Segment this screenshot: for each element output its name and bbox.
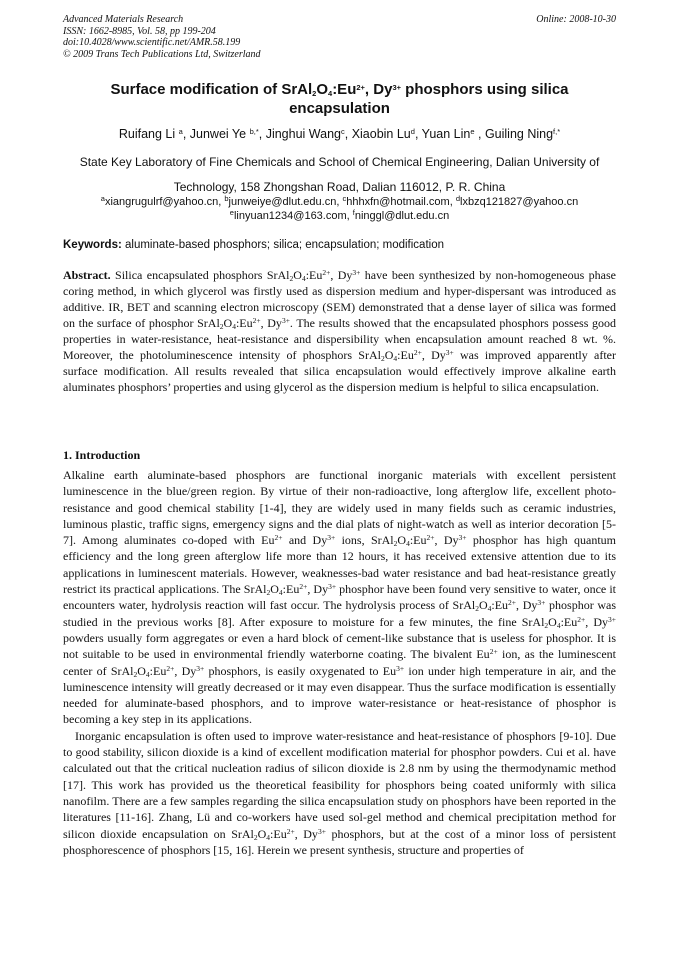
author-emails: $^a$xiangrugulrf@yahoo.cn, $^b$junweiye@dlut.edu.cn, $^c$hhhxfn@hotmail.com, $^d$lxbzq121827@yahoo.cn $^e$linyuan1234@163.com, $^f$ninggl@dlut.edu.cn: [100, 194, 579, 222]
keywords: [63, 238, 616, 253]
journal-name: Advanced Materials Research: [63, 14, 184, 25]
email-address: xiangrugulrf@yahoo.cn: [104, 196, 219, 208]
journal-copyright: © 2009 Trans Tech Publications Ltd, Switzerland: [63, 48, 261, 60]
email-address: linyuan1234@163.com: [233, 210, 347, 222]
author-list: Ruifang Li $^a$, Junwei Ye $^{b,*}$, Jinghui Wang$^c$, Xiaobin Lu$^d$, Yuan Lin$^e$ , Guiling Ning$^{f,*}$: [118, 127, 561, 141]
keywords-label: Keywords:: [63, 239, 122, 251]
author-name: Xiaobin Lu: [351, 127, 411, 141]
email-address: ninggl@dlut.edu.cn: [354, 210, 450, 222]
section-heading: 1. Introduction: [63, 448, 141, 462]
paper-title: Surface modification of $SrAl_2O_4:Eu^{2+}$, $Dy^{3+}$ phosphors using silica encapsulation: [110, 81, 569, 117]
author-name: Ruifang Li: [118, 127, 176, 141]
email-address: lxbzq121827@yahoo.cn: [460, 196, 579, 208]
affiliation: State Key Laboratory of Fine Chemicals and School of Chemical Engineering, Dalian University of Technology, 158 Zhongshan Road, Dalian 116012, P. R. China: [79, 155, 600, 194]
email-address: hhhxfn@hotmail.com: [346, 196, 450, 208]
author-name: Guiling Ning: [484, 127, 554, 141]
author-name: Yuan Lin: [421, 127, 471, 141]
abstract-label: Abstract.: [63, 268, 111, 282]
email-address: junweiye@dlut.edu.cn: [228, 196, 337, 208]
introduction-body: [63, 467, 616, 858]
paragraph: Inorganic encapsulation is often used to improve water-resistance and heat-resistance of phosphors [9-10]. Due to good stability, silicon dioxide is a kind of excellent modification material for phosphor powders. Cui et al. have calculated out that the critical nucleation radius of silicon dioxide is 2.8 nm by using the thermodynamic method [17]. This work has provided us the theoretical feasibility for phosphors being coated uniformly with silica nanofilm. There are a few samples regarding the silica encapsulation study on phosphors have been reported in the literatures [11-16]. Zhang, Lü and co-workers have used sol-gel method and chemical precipitation method for silicon dioxide encapsulation on $SrAl_2O_4:Eu^{2+}$, $Dy^{3+}$ phosphors, but at the cost of a minor loss of persistent phosphorescence of phosphors [15, 16]. Herein we present synthesis, structure and properties of: [63, 728, 617, 857]
author-name: Jinghui Wang: [265, 127, 341, 141]
paragraph: Alkaline earth aluminate-based phosphors are functional inorganic materials with excellent persistent luminescence in the blue/green region. By virtue of their non-radioactive, long afterglow life, excellent photo-resistance and good chemical stability [1-4], they are widely used in many fields such as ceramic industries, luminous plastic, traffic signs, emergency signs and the dial plats of night-watch as well as interior decoration [5-7]. Among aluminates co-doped with $Eu^{2+}$ and $Dy^{3+}$ ions, $SrAl_2O_4:Eu^{2+}$, $Dy^{3+}$ phosphor has high quantum efficiency and the long green afterglow life more than 12 hours, it has received extensive attention due to its applications in luminescent materials. However, weaknesses-bad water resistance and bad heat-resistance greatly restrict its practical applications. The $SrAl_2O_4:Eu^{2+}$, $Dy^{3+}$ phosphor have been found very sensitive to water, once it encounters water, hydrolysis reaction will fast occur. The hydrolysis process of $SrAl_2O_4:Eu^{2+}$, $Dy^{3+}$ phosphor was studied in the previous works [8]. After exposure to moisture for a few minutes, the fine $SrAl_2O_4:Eu^{2+}$, $Dy^{3+}$ powders usually form aggregates or even a hard block of cement-like substance that is useless for phosphor. It is not suitable to be used in environmental friendly waterborne coating. The bivalent $Eu^{2+}$ ion, as the luminescent center of $SrAl_2O_4:Eu^{2+}$, $Dy^{3+}$ phosphors, is easily oxygenated to $Eu^{3+}$ ion under high temperature in air, and the luminescence intensity will greatly decreased or it may even disappear. Thus the surface modification is essentially needed for aluminate-based phosphors, and to improve water-resistance or heat-resistance of phosphor is becoming a key step in its applications.: [63, 468, 617, 727]
keywords-text: aluminate-based phosphors; silica; encapsulation; modification: [125, 239, 444, 251]
journal-doi: doi:10.4028/www.scientific.net/AMR.58.199: [63, 37, 241, 48]
abstract: Abstract. Silica encapsulated phosphors $SrAl_2O_4:Eu^{2+}$, $Dy^{3+}$ have been synthesized by non-homogeneous phase coring method, in which glycerol was firstly used as dispersion medium and hyper-dispersant was introduced as additive. IR, BET and scanning electron microscopy (SEM) demonstrated that a dense layer of silica was formed on the surface of phosphor $SrAl_2O_4:Eu^{2+}$, $Dy^{3+}$. The results showed that the encapsulated phosphors possess good properties in water-resistance, heat-resistance and dispersibility when encapsulation amount reached 8 wt. %. Moreover, the photoluminescence intensity of phosphors $SrAl_2O_4:Eu^{2+}$, $Dy^{3+}$ was improved apparently after surface modification. All results revealed that silica encapsulation would effectively improve alkaline earth aluminates phosphors’ properties and using glycerol as the dispersion medium is helpful to silica encapsulation.: [63, 268, 617, 394]
journal-header: [63, 14, 616, 60]
online-date: Online: 2008-10-30: [536, 14, 616, 25]
author-name: Junwei Ye: [189, 127, 247, 141]
journal-issn: ISSN: 1662-8985, Vol. 58, pp 199-204: [63, 25, 216, 37]
